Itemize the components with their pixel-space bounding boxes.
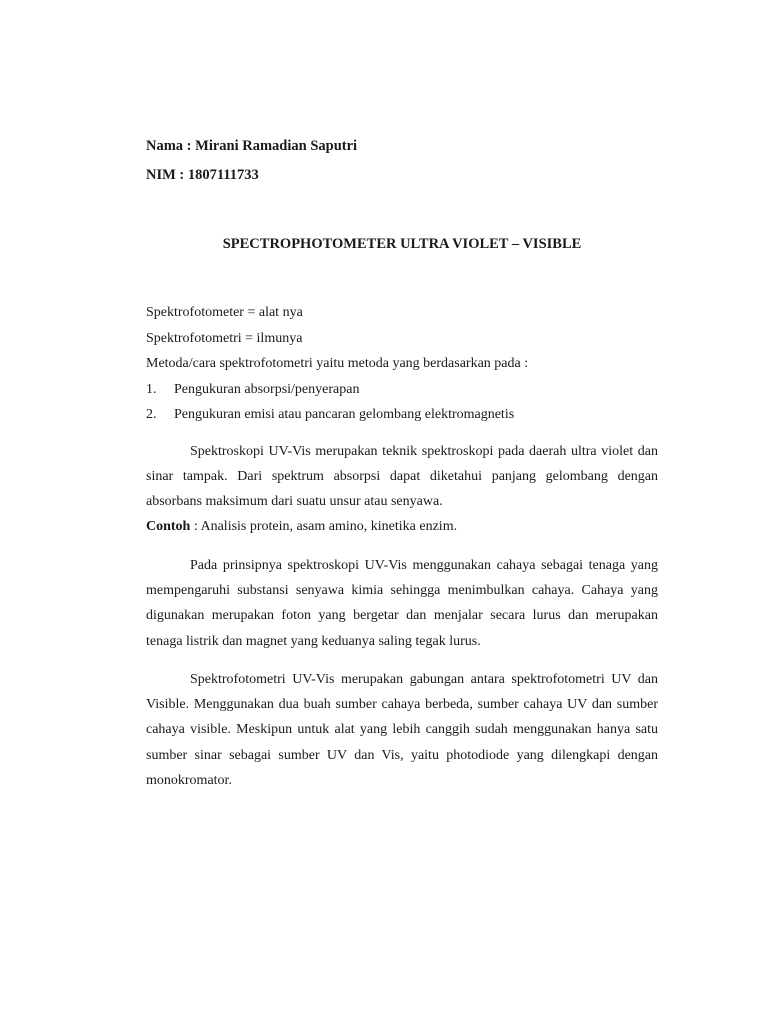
paragraph-combination: Spektrofotometri UV-Vis merupakan gabungan antara spektrofotometri UV dan Visible. Menggunakan dua buah sumber cahaya berbeda, sumber cahaya UV dan sumber cahaya visible. Meskipun untuk alat yang lebih canggih sudah menggunakan hanya satu sumber sinar sebagai sumber UV dan Vis, yaitu photodiode yang dilengkapi dengan monokromator. [146, 671, 658, 789]
definition-line-1: Spektrofotometer = alat nya [146, 305, 303, 320]
list-text: Pengukuran absorpsi/penyerapan [174, 381, 360, 397]
list-item [146, 377, 658, 403]
definition-line-3: Metoda/cara spektrofotometri yaitu metoda yang berdasarkan pada : [146, 356, 529, 371]
list-item [146, 402, 658, 428]
definition-line-2: Spektrofotometri = ilmunya [146, 330, 303, 346]
student-nim: NIM : 1807111733 [146, 167, 259, 183]
definitions-block [146, 300, 658, 428]
document-page [146, 130, 658, 793]
document-title: SPECTROPHOTOMETER ULTRA VIOLET – VISIBLE [222, 236, 582, 252]
example-text: : Analisis protein, asam amino, kinetika enzim. [190, 519, 458, 535]
student-name: Nama : Mirani Ramadian Saputri [146, 138, 358, 154]
list-number: 1. [146, 381, 157, 397]
paragraph-principle: Pada prinsipnya spektroskopi UV-Vis menggunakan cahaya sebagai tenaga yang mempengaruhi substansi senyawa kimia sehingga menimbulkan cahaya. Cahaya yang digunakan merupakan foton yang bergetar dan menjalar secara lurus dan merupakan tenaga listrik dan magnet yang keduanya saling tegak lurus. [146, 557, 658, 649]
list-text: Pengukuran emisi atau pancaran gelombang elektromagnetis [174, 407, 515, 422]
example-label: Contoh [146, 519, 191, 535]
method-list [146, 377, 658, 428]
list-number: 2. [146, 407, 157, 422]
example-line [146, 514, 658, 539]
paragraph-uv-vis-definition: Spektroskopi UV-Vis merupakan teknik spektroskopi pada daerah ultra violet dan sinar tampak. Dari spektrum absorpsi dapat diketahui panjang gelombang dengan absorbans maksimum dari suatu unsur atau senyawa. [146, 443, 658, 510]
